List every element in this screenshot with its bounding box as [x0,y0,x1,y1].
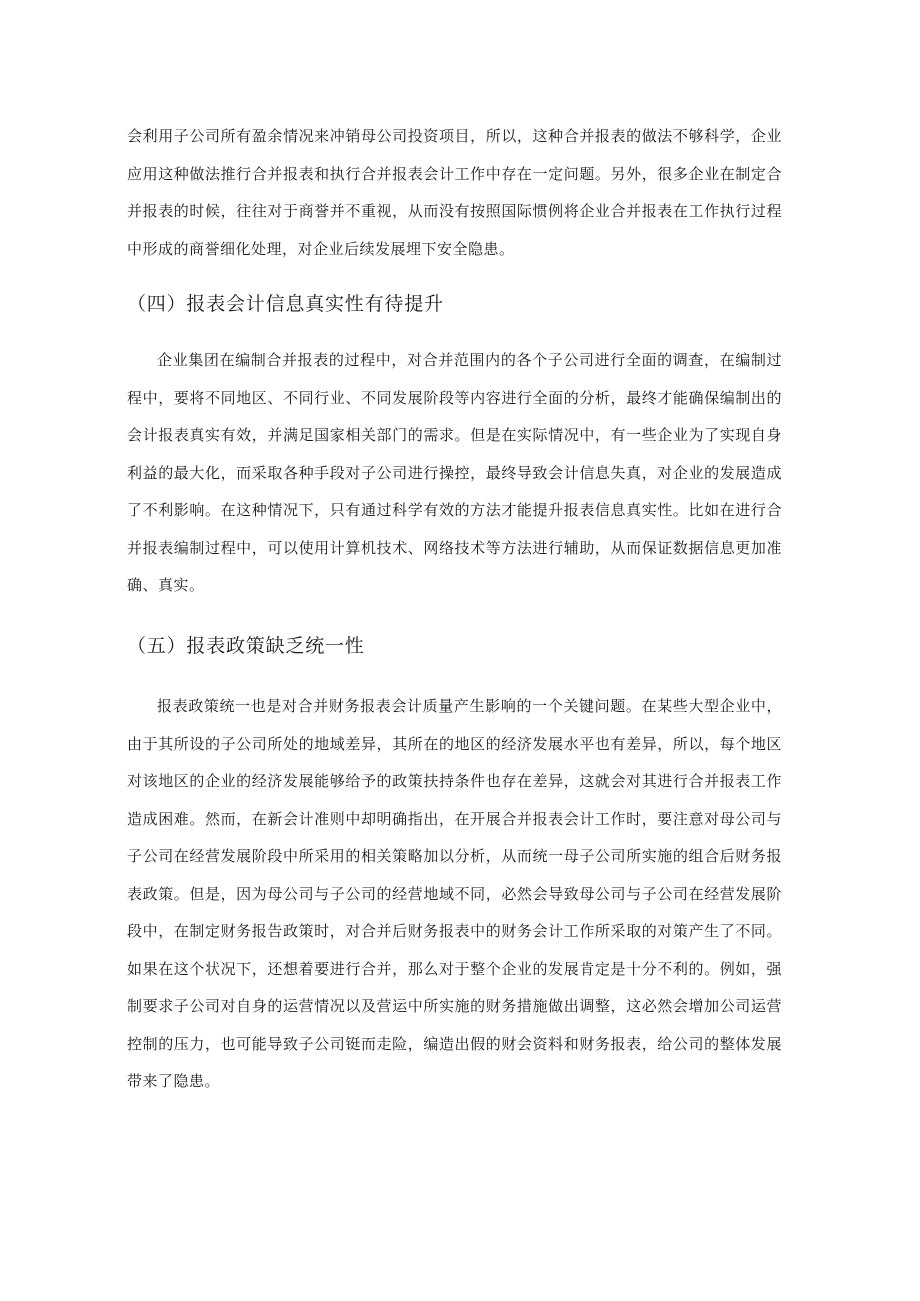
section-heading-4: （四）报表会计信息真实性有待提升 [127,293,444,315]
paragraph-section-4: 企业集团在编制合并报表的过程中，对合并范围内的各个子公司进行全面的调查，在编制过程中，要将不同地区、不同行业、不同发展阶段等内容进行全面的分析，最终才能确保编制出的会计报表真实有效，并满足国家相关部门的需求。但是在实际情况中，有一些企业为了实现自身利益的最大化，而采取各种手段对子公司进行操控，最终导致会计信息失真，对企业的发展造成了不利影响。在这种情况下，只有通过科学有效的方法才能提升报表信息真实性。比如在进行合并报表编制过程中，可以使用计算机技术、网络技术等方法进行辅助，从而保证数据信息更加准确、真实。 [127,351,782,594]
paragraph-section-5: 报表政策统一也是对合并财务报表会计质量产生影响的一个关键问题。在某些大型企业中，由于其所设的子公司所处的地域差异，其所在的地区的经济发展水平也有差异，所以，每个地区对该地区的企业的经济发展能够给予的政策扶持条件也存在差异，这就会对其进行合并报表工作造成困难。然而，在新会计准则中却明确指出，在开展合并报表会计工作时，要注意对母公司与子公司在经营发展阶段中所采用的相关策略加以分析，从而统一母子公司所实施的组合后财务报表政策。但是，因为母公司与子公司的经营地域不同，必然会导致母公司与子公司在经营发展阶段中，在制定财务报告政策时，对合并后财务报表中的财务会计工作所采取的对策产生了不同。如果在这个状况下，还想着要进行合并，那么对于整个企业的发展肯定是十分不利的。例如，强制要求子公司对自身的运营情况以及营运中所实施的财务措施做出调整，这必然会增加公司运营控制的压力，也可能导致子公司铤而走险，编造出假的财会资料和财务报表，给公司的整体发展带来了隐患。 [127,697,782,1090]
paragraph-continuation: 会利用子公司所有盈余情况来冲销母公司投资项目，所以，这种合并报表的做法不够科学，企业应用这种做法推行合并报表和执行合并报表会计工作中存在一定问题。另外，很多企业在制定合并报表的时候，往往对于商誉并不重视，从而没有按照国际惯例将企业合并报表在工作执行过程中形成的商誉细化处理，对企业后续发展埋下安全隐患。 [127,127,782,258]
section-heading-5: （五）报表政策缺乏统一性 [127,635,365,657]
